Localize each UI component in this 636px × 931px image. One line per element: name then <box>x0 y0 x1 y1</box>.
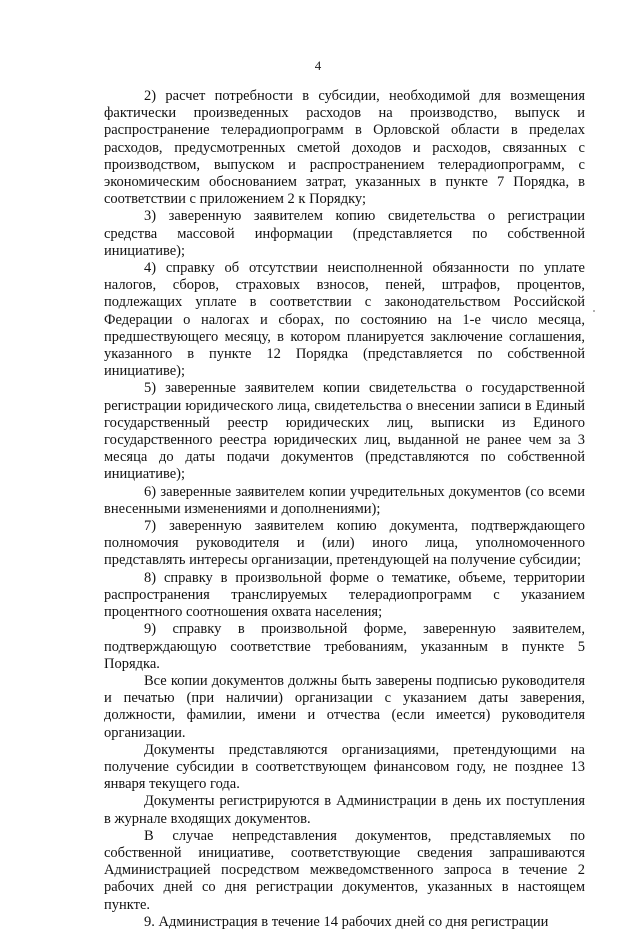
page-number: 4 <box>314 58 322 73</box>
paragraph-item-9: 9) справку в произвольной форме, заверенную заявителем, подтверждающую соответствие требованиям, указанным в пункте 5 Порядка. <box>104 621 585 672</box>
paragraph-point-9-start: 9. Администрация в течение 14 рабочих дней со дня регистрации <box>144 913 549 930</box>
scan-speck <box>593 310 595 312</box>
paragraph-copies-certification: Все копии документов должны быть заверены подписью руководителя и печатью (при наличии) организации с указанием даты заверения, должности, фамилии, имени и отчества (если имеется) руководителя организации. <box>104 672 585 741</box>
paragraph-registration: Документы регистрируются в Администрации в день их поступления в журнале входящих документов. <box>104 793 585 827</box>
paragraph-interagency-request: В случае непредставления документов, представляемых по собственной инициативе, соответствующие сведения запрашиваются Администрацией посредством межведомственного запроса в течение 2 рабочих дней со дня регистрации документов, указанных в настоящем пункте. <box>104 827 585 913</box>
paragraph-item-3: 3) заверенную заявителем копию свидетельства о регистрации средства массовой информации (представляется по собственной инициативе); <box>104 208 585 259</box>
paragraph-item-8: 8) справку в произвольной форме о тематике, объеме, территории распространения транслируемых телерадиопрограмм с указанием процентного соотношения охвата населения; <box>104 569 585 621</box>
paragraph-item-6: 6) заверенные заявителем копии учредительных документов (со всеми внесенными изменениями и дополнениями); <box>104 483 585 517</box>
paragraph-item-5: 5) заверенные заявителем копии свидетельства о государственной регистрации юридического лица, свидетельства о внесении записи в Единый государственный реестр юридических лиц, выписки из Единого государственного реестра юридических лиц, выданной не ранее чем за 3 месяца до даты подачи документов (представляются по собственной инициативе); <box>104 380 585 483</box>
paragraph-item-4: 4) справку об отсутствии неисполненной обязанности по уплате налогов, сборов, страховых взносов, пеней, штрафов, процентов, подлежащих уплате в соответствии с законодательством Российской Федерации о налогах и сборах, по состоянию на 1-е число месяца, предшествующего месяцу, в котором планируется заключение соглашения, указанного в пункте 12 Порядка (представляется по собственной инициативе); <box>104 260 585 380</box>
paragraph-item-2: 2) расчет потребности в субсидии, необходимой для возмещения фактически произведенных расходов на производство, выпуск и распространение телерадиопрограмм в Орловской области в пределах расходов, предусмотренных сметой доходов и расходов, связанных с производством, выпуском и распространением телерадиопрограмм, с экономическим обоснованием затрат, указанных в пункте 7 Порядка, в соответствии с приложением 2 к Порядку; <box>104 88 585 208</box>
paragraph-item-7: 7) заверенную заявителем копию документа, подтверждающего полномочия руководителя и (или) иного лица, уполномоченного представлять интересы организации, претендующей на получение субсидии; <box>104 518 585 569</box>
paragraph-submission-deadline: Документы представляются организациями, претендующими на получение субсидии в соответствующем финансовом году, не позднее 13 января текущего года. <box>104 741 585 793</box>
document-body <box>104 88 585 931</box>
